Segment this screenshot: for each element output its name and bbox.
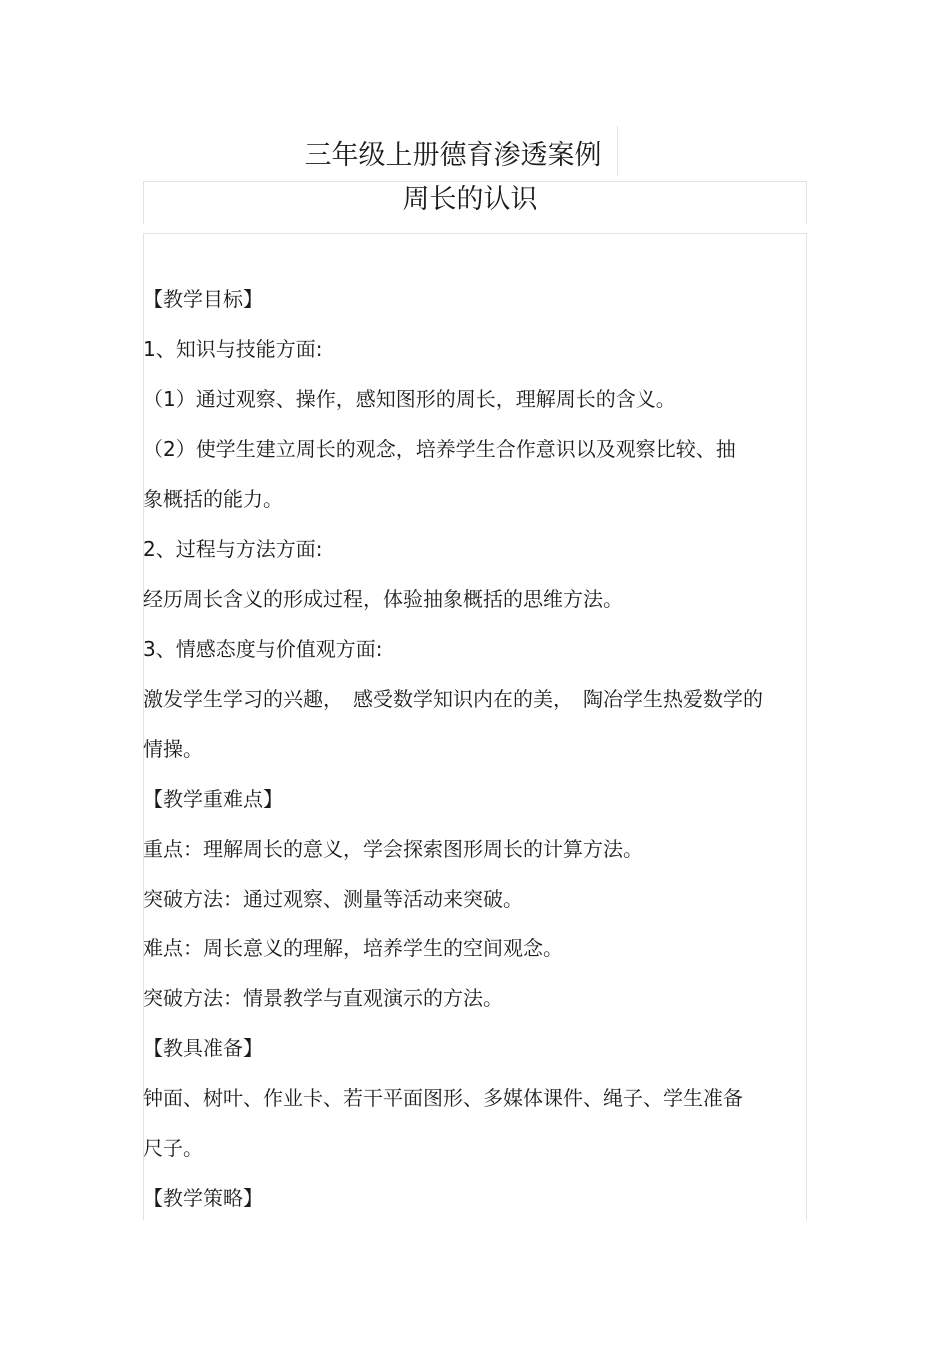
key-point-text: 重点：理解周长的意义，学会探索图形周长的计算方法。 xyxy=(143,837,643,861)
materials-text-continued: 尺子。 xyxy=(143,1136,203,1160)
objective-heading-process: 2、过程与方法方面: xyxy=(143,537,323,561)
document-title-text: 三年级上册德育渗透案例 xyxy=(304,140,602,171)
body-cell-left-border xyxy=(143,233,144,1220)
objective-item: （2）使学生建立周长的观念，培养学生合作意识以及观察比较、抽 xyxy=(143,437,736,461)
key-point-method: 突破方法：通过观察、测量等活动来突破。 xyxy=(143,887,523,911)
difficulty-text: 难点：周长意义的理解，培养学生的空间观念。 xyxy=(143,936,563,960)
section-heading-key-points: 【教学重难点】 xyxy=(143,787,283,811)
objective-text-continued: 情操。 xyxy=(143,737,203,761)
objective-heading-attitude: 3、情感态度与价值观方面: xyxy=(143,637,383,661)
section-heading-materials: 【教具准备】 xyxy=(143,1036,263,1060)
materials-text: 钟面、树叶、作业卡、若干平面图形、多媒体课件、绳子、学生准备 xyxy=(143,1086,743,1110)
document-subtitle: 周长的认识 xyxy=(402,184,538,215)
objective-text: 激发学生学习的兴趣， 感受数学知识内在的美， 陶冶学生热爱数学的 xyxy=(143,687,763,711)
difficulty-method: 突破方法：情景教学与直观演示的方法。 xyxy=(143,986,503,1010)
section-heading-objectives: 【教学目标】 xyxy=(143,287,263,311)
objective-heading-knowledge: 1、知识与技能方面: xyxy=(143,337,323,361)
body-cell-top-border xyxy=(143,233,807,234)
objective-item: （1）通过观察、操作，感知图形的周长，理解周长的含义。 xyxy=(143,387,676,411)
document-title xyxy=(0,136,950,176)
objective-item-continued: 象概括的能力。 xyxy=(143,487,283,511)
objective-text: 经历周长含义的形成过程，体验抽象概括的思维方法。 xyxy=(143,587,623,611)
body-cell-right-border xyxy=(806,233,807,1220)
section-heading-strategy: 【教学策略】 xyxy=(143,1186,263,1210)
